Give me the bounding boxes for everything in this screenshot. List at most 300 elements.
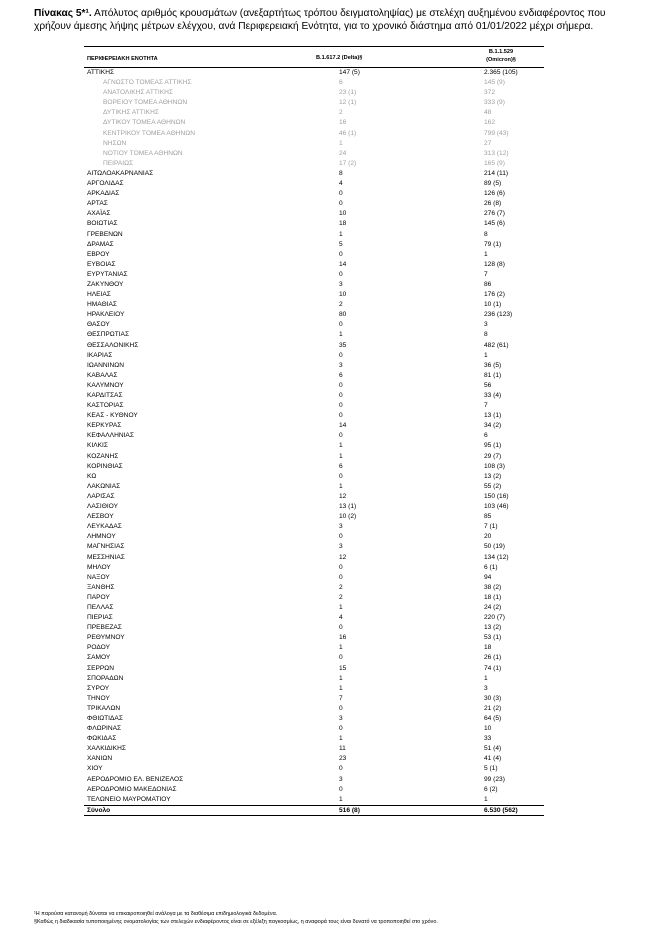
- region-name: ΘΕΣΠΡΩΤΙΑΣ: [87, 331, 130, 339]
- delta-value: 0: [339, 270, 343, 278]
- delta-value: 3: [339, 523, 343, 531]
- delta-value: 0: [339, 654, 343, 662]
- omicron-value: 85: [484, 513, 492, 521]
- omicron-value: 51 (4): [484, 745, 502, 753]
- delta-value: 0: [339, 704, 343, 712]
- delta-value: 6: [339, 462, 343, 470]
- region-name: ΚΕΝΤΡΙΚΟΥ ΤΟΜΕΑ ΑΘΗΝΩΝ: [103, 129, 195, 137]
- delta-value: 1: [339, 795, 343, 803]
- omicron-value: 1: [484, 250, 488, 258]
- region-name: ΜΗΛΟΥ: [87, 563, 111, 571]
- table-row: [84, 371, 544, 381]
- region-name: ΚΑΛΥΜΝΟΥ: [87, 381, 124, 389]
- region-name: ΚΕΑΣ - ΚΥΘΝΟΥ: [87, 412, 138, 420]
- omicron-value: 145 (6): [484, 220, 505, 228]
- table-row: [84, 149, 544, 159]
- region-name: ΝΑΞΟΥ: [87, 573, 110, 581]
- delta-value: 0: [339, 321, 343, 329]
- omicron-value: 3: [484, 321, 488, 329]
- table-row: [84, 320, 544, 330]
- delta-value: 0: [339, 765, 343, 773]
- delta-value: 13 (1): [339, 503, 357, 511]
- delta-value: 0: [339, 533, 343, 541]
- region-name: ΑΡΓΟΛΙΔΑΣ: [87, 180, 124, 188]
- table-row: [84, 684, 544, 694]
- table-row: [84, 411, 544, 421]
- table-row: [84, 785, 544, 795]
- delta-value: 0: [339, 381, 343, 389]
- omicron-value: 26 (8): [484, 200, 502, 208]
- table-body: [84, 68, 544, 805]
- delta-value: 1: [339, 230, 343, 238]
- region-name: ΑΕΡΟΔΡΟΜΙΟ ΕΛ. ΒΕΝΙΖΕΛΟΣ: [87, 775, 184, 783]
- delta-value: 18: [339, 220, 347, 228]
- omicron-value: 1: [484, 674, 488, 682]
- region-name: ΚΟΡΙΝΘΙΑΣ: [87, 462, 123, 470]
- delta-value: 12: [339, 492, 347, 500]
- region-name: ΔΡΑΜΑΣ: [87, 240, 114, 248]
- table-row: [84, 502, 544, 512]
- delta-value: 14: [339, 422, 347, 430]
- delta-value: 3: [339, 361, 343, 369]
- region-name: ΠΕΛΛΑΣ: [87, 603, 114, 611]
- region-name: ΦΘΙΩΤΙΔΑΣ: [87, 715, 123, 722]
- delta-value: 80: [339, 311, 347, 319]
- delta-value: 3: [339, 543, 343, 551]
- table-row: [84, 421, 544, 431]
- table-row: [84, 381, 544, 391]
- delta-value: 1: [339, 644, 343, 652]
- delta-value: 23 (1): [339, 89, 357, 97]
- table-row: [84, 391, 544, 401]
- delta-value: 1: [339, 603, 343, 611]
- table-row: [84, 653, 544, 663]
- delta-value: 2: [339, 109, 343, 117]
- region-name: ΑΡΚΑΔΙΑΣ: [87, 190, 120, 198]
- omicron-value: 162: [484, 119, 496, 127]
- delta-value: 0: [339, 190, 343, 198]
- table-row: [84, 472, 544, 482]
- table-row: [84, 542, 544, 552]
- region-name: ΤΕΛΩΝΕΙΟ ΜΑΥΡΟΜΑΤΙΟΥ: [87, 795, 171, 803]
- table-row: [84, 290, 544, 300]
- table-row: [84, 462, 544, 472]
- region-name: ΠΙΕΡΙΑΣ: [87, 614, 113, 622]
- delta-value: 0: [339, 392, 343, 399]
- table-row: [84, 603, 544, 613]
- delta-value: 10: [339, 210, 347, 218]
- delta-value: 8: [339, 169, 343, 177]
- region-name: ΒΟΡΕΙΟΥ ΤΟΜΕΑ ΑΘΗΝΩΝ: [103, 99, 188, 107]
- header-omicron-line1: B.1.1.529: [488, 49, 514, 55]
- omicron-value: 333 (9): [484, 99, 505, 107]
- table-row: [84, 108, 544, 118]
- omicron-value: 2.365 (105): [484, 69, 518, 76]
- delta-value: 5: [339, 240, 343, 248]
- region-name: ΚΩ: [87, 472, 97, 480]
- delta-value: 1: [339, 684, 343, 692]
- omicron-value: 8: [484, 230, 488, 238]
- delta-value: 46 (1): [339, 129, 357, 137]
- table-row: [84, 633, 544, 643]
- omicron-value: 30 (3): [484, 694, 502, 702]
- omicron-value: 13 (2): [484, 624, 502, 632]
- omicron-value: 18 (1): [484, 593, 502, 601]
- region-name: ΗΜΑΘΙΑΣ: [87, 301, 117, 309]
- omicron-value: 372: [484, 89, 496, 97]
- region-name: ΗΛΕΙΑΣ: [87, 291, 111, 299]
- region-name: ΑΕΡΟΔΡΟΜΙΟ ΜΑΚΕΔΟΝΙΑΣ: [87, 785, 177, 793]
- table-row: [84, 664, 544, 674]
- omicron-value: 276 (7): [484, 210, 505, 218]
- omicron-value: 55 (2): [484, 482, 502, 490]
- region-name: ΝΟΤΙΟΥ ΤΟΜΕΑ ΑΘΗΝΩΝ: [103, 149, 183, 157]
- table-row: [84, 189, 544, 199]
- delta-value: 0: [339, 624, 343, 632]
- omicron-value: 94: [484, 573, 492, 581]
- region-name: ΛΕΥΚΑΔΑΣ: [87, 523, 122, 531]
- table-row: [84, 573, 544, 583]
- table-row: [84, 78, 544, 88]
- table-row: [84, 118, 544, 128]
- table-row: [84, 139, 544, 149]
- delta-value: 35: [339, 341, 347, 349]
- delta-value: 7: [339, 694, 343, 702]
- omicron-value: 33 (4): [484, 392, 502, 399]
- table-row: [84, 452, 544, 462]
- delta-value: 16: [339, 634, 347, 642]
- region-name: ΡΟΔΟΥ: [87, 644, 110, 652]
- region-name: ΑΤΤΙΚΗΣ: [87, 69, 115, 76]
- table-row: [84, 250, 544, 260]
- delta-value: 16: [339, 119, 347, 127]
- table-row: [84, 613, 544, 623]
- total-row: [84, 805, 544, 816]
- table-header: [84, 46, 544, 68]
- omicron-value: 27: [484, 139, 492, 147]
- delta-value: 14: [339, 260, 347, 268]
- omicron-value: 64 (5): [484, 715, 502, 722]
- omicron-value: 214 (11): [484, 169, 509, 177]
- delta-value: 2: [339, 583, 343, 591]
- omicron-value: 134 (12): [484, 553, 509, 561]
- table-row: [84, 280, 544, 290]
- delta-value: 1: [339, 442, 343, 450]
- omicron-value: 20: [484, 533, 492, 541]
- omicron-value: 145 (9): [484, 79, 505, 87]
- region-name: ΤΡΙΚΑΛΩΝ: [87, 704, 121, 712]
- table-row: [84, 230, 544, 240]
- omicron-value: 36 (5): [484, 361, 502, 369]
- region-name: ΖΑΚΥΝΘΟΥ: [87, 280, 124, 288]
- table-row: [84, 98, 544, 108]
- omicron-value: 7: [484, 270, 488, 278]
- omicron-value: 165 (9): [484, 159, 505, 167]
- omicron-value: 13 (2): [484, 472, 502, 480]
- delta-value: 0: [339, 250, 343, 258]
- omicron-value: 126 (6): [484, 190, 505, 198]
- delta-value: 23: [339, 755, 347, 763]
- region-name: ΑΙΤΩΛΟΑΚΑΡΝΑΝΙΑΣ: [87, 169, 154, 177]
- table-row: [84, 199, 544, 209]
- region-name: ΚΕΡΚΥΡΑΣ: [87, 422, 122, 430]
- region-name: ΦΩΚΙΔΑΣ: [87, 735, 117, 743]
- omicron-value: 21 (2): [484, 704, 502, 712]
- omicron-value: 81 (1): [484, 371, 502, 379]
- region-name: ΔΥΤΙΚΟΥ ΤΟΜΕΑ ΑΘΗΝΩΝ: [103, 119, 186, 127]
- region-name: ΑΧΑΪΑΣ: [87, 210, 111, 218]
- delta-value: 2: [339, 593, 343, 601]
- delta-value: 12 (1): [339, 99, 357, 107]
- omicron-value: 53 (1): [484, 634, 502, 642]
- delta-value: 4: [339, 614, 343, 622]
- table-row: [84, 734, 544, 744]
- omicron-value: 86: [484, 280, 492, 288]
- region-name: ΘΑΣΟΥ: [87, 321, 110, 329]
- region-name: ΕΥΡΥΤΑΝΙΑΣ: [87, 270, 128, 278]
- region-name: ΣΕΡΡΩΝ: [87, 664, 114, 672]
- region-name: ΜΑΓΝΗΣΙΑΣ: [87, 543, 125, 551]
- table-row: [84, 643, 544, 653]
- table-row: [84, 431, 544, 441]
- table-row: [84, 754, 544, 764]
- delta-value: 1: [339, 139, 343, 147]
- total-omicron: 6.530 (562): [484, 806, 518, 814]
- delta-value: 1: [339, 452, 343, 460]
- table-row: [84, 169, 544, 179]
- region-name: ΜΕΣΣΗΝΙΑΣ: [87, 553, 125, 561]
- delta-value: 0: [339, 472, 343, 480]
- omicron-value: 3: [484, 684, 488, 692]
- delta-value: 3: [339, 775, 343, 783]
- delta-value: 0: [339, 573, 343, 581]
- table-row: [84, 583, 544, 593]
- delta-value: 0: [339, 563, 343, 571]
- table-label: Πίνακας 5*¹.: [34, 8, 92, 19]
- table-row: [84, 553, 544, 563]
- omicron-value: 13 (1): [484, 412, 502, 420]
- region-name: ΚΑΣΤΟΡΙΑΣ: [87, 402, 124, 410]
- delta-value: 4: [339, 180, 343, 188]
- region-name: ΓΡΕΒΕΝΩΝ: [87, 230, 123, 238]
- omicron-value: 1: [484, 351, 488, 359]
- region-name: ΕΥΒΟΙΑΣ: [87, 260, 116, 268]
- table-row: [84, 522, 544, 532]
- table-row: [84, 764, 544, 774]
- omicron-value: 108 (3): [484, 462, 505, 470]
- footnote-2: §Καθώς η διαδικασία τυποποιημένης ονοματολογίας των στελεχών ενδιαφέροντος είναι σε εξέλιξη παγκοσμίως, η αναφορά τους είναι δυνατό να τροποποιηθεί στο χρόνο.: [34, 919, 438, 925]
- region-name: ΛΑΣΙΘΙΟΥ: [87, 503, 118, 511]
- table-row: [84, 270, 544, 280]
- delta-value: 10: [339, 291, 347, 299]
- omicron-value: 33: [484, 735, 492, 743]
- region-name: ΘΕΣΣΑΛΟΝΙΚΗΣ: [87, 341, 139, 349]
- omicron-value: 95 (1): [484, 442, 502, 450]
- table-row: [84, 593, 544, 603]
- omicron-value: 7: [484, 402, 488, 410]
- omicron-value: 79 (1): [484, 240, 502, 248]
- table-row: [84, 623, 544, 633]
- delta-value: 0: [339, 785, 343, 793]
- omicron-value: 799 (43): [484, 129, 509, 137]
- table-row: [84, 219, 544, 229]
- table-row: [84, 674, 544, 684]
- region-name: ΧΑΛΚΙΔΙΚΗΣ: [87, 745, 126, 753]
- omicron-value: 38 (2): [484, 583, 502, 591]
- region-name: ΑΝΑΤΟΛΙΚΗΣ ΑΤΤΙΚΗΣ: [103, 89, 173, 97]
- omicron-value: 236 (123): [484, 311, 513, 319]
- region-name: ΠΑΡΟΥ: [87, 593, 110, 601]
- delta-value: 0: [339, 432, 343, 440]
- region-name: ΣΥΡΟΥ: [87, 684, 110, 692]
- table-row: [84, 563, 544, 573]
- table-row: [84, 129, 544, 139]
- table-row: [84, 88, 544, 98]
- table-row: [84, 724, 544, 734]
- delta-value: 6: [339, 371, 343, 379]
- omicron-value: 176 (2): [484, 291, 505, 299]
- table-row: [84, 300, 544, 310]
- table-row: [84, 260, 544, 270]
- delta-value: 24: [339, 149, 347, 157]
- region-name: ΠΡΕΒΕΖΑΣ: [87, 624, 122, 632]
- delta-value: 3: [339, 715, 343, 722]
- table-row: [84, 310, 544, 320]
- region-name: ΞΑΝΘΗΣ: [87, 583, 115, 591]
- table-row: [84, 512, 544, 522]
- region-name: ΚΕΦΑΛΛΗΝΙΑΣ: [87, 432, 134, 440]
- region-name: ΒΟΙΩΤΙΑΣ: [87, 220, 118, 228]
- omicron-value: 6: [484, 432, 488, 440]
- delta-value: 0: [339, 351, 343, 359]
- total-delta: 516 (8): [339, 806, 360, 814]
- region-name: ΛΕΣΒΟΥ: [87, 513, 114, 521]
- region-name: ΚΙΛΚΙΣ: [87, 442, 108, 450]
- table-row: [84, 492, 544, 502]
- table-row: [84, 532, 544, 542]
- delta-value: 6: [339, 79, 343, 87]
- region-name: ΝΗΣΩΝ: [103, 139, 127, 147]
- table-row: [84, 351, 544, 361]
- table-row: [84, 330, 544, 340]
- table-row: [84, 482, 544, 492]
- omicron-value: 48: [484, 109, 492, 117]
- header-region: ΠΕΡΙΦΕΡΕΙΑΚΗ ΕΝΟΤΗΤΑ: [87, 56, 158, 62]
- omicron-value: 6 (2): [484, 785, 498, 793]
- delta-value: 1: [339, 331, 343, 339]
- delta-value: 0: [339, 402, 343, 410]
- delta-value: 2: [339, 301, 343, 309]
- delta-value: 17 (2): [339, 159, 357, 167]
- table-row: [84, 401, 544, 411]
- delta-value: 0: [339, 412, 343, 420]
- delta-value: 11: [339, 745, 346, 753]
- region-name: ΚΑΡΔΙΤΣΑΣ: [87, 392, 123, 399]
- region-name: ΔΥΤΙΚΗΣ ΑΤΤΙΚΗΣ: [103, 109, 159, 117]
- omicron-value: 313 (12): [484, 149, 509, 157]
- region-name: ΑΓΝΩΣΤΟ ΤΟΜΕΑΣ ΑΤΤΙΚΗΣ: [103, 79, 192, 87]
- region-name: ΚΟΖΑΝΗΣ: [87, 452, 119, 460]
- region-name: ΚΑΒΑΛΑΣ: [87, 371, 118, 379]
- region-name: ΡΕΘΥΜΝΟΥ: [87, 634, 125, 642]
- delta-value: 1: [339, 482, 343, 490]
- region-name: ΦΛΩΡΙΝΑΣ: [87, 725, 122, 733]
- table-row: [84, 441, 544, 451]
- omicron-value: 89 (5): [484, 180, 502, 188]
- table-row: [84, 159, 544, 169]
- delta-value: 0: [339, 725, 343, 733]
- table-row: [84, 795, 544, 805]
- omicron-value: 1: [484, 795, 488, 803]
- omicron-value: 5 (1): [484, 765, 498, 773]
- table-row: [84, 744, 544, 754]
- omicron-value: 103 (46): [484, 503, 509, 511]
- table-row: [84, 694, 544, 704]
- table-row: [84, 341, 544, 351]
- omicron-value: 8: [484, 331, 488, 339]
- region-name: ΣΠΟΡΑΔΩΝ: [87, 674, 124, 682]
- header-omicron-line2: (Omicron)§: [486, 57, 516, 63]
- omicron-value: 74 (1): [484, 664, 502, 672]
- footnote-1: ¹Η παρούσα κατανομή δύναται να επικαιροποιηθεί ανάλογα με τα διαθέσιμα επιδημιολογικά δεδομένα.: [34, 911, 278, 917]
- omicron-value: 150 (16): [484, 492, 509, 500]
- omicron-value: 34 (2): [484, 422, 502, 430]
- footnotes: [34, 910, 634, 927]
- omicron-value: 128 (8): [484, 260, 505, 268]
- region-name: ΛΑΡΙΣΑΣ: [87, 492, 115, 500]
- region-name: ΛΑΚΩΝΙΑΣ: [87, 482, 121, 490]
- cases-table: [84, 46, 544, 816]
- omicron-value: 7 (1): [484, 523, 498, 531]
- table-row: [84, 68, 544, 78]
- omicron-value: 10: [484, 725, 492, 733]
- table-caption: [34, 8, 624, 33]
- region-name: ΣΑΜΟΥ: [87, 654, 111, 662]
- table-row: [84, 714, 544, 724]
- region-name: ΤΗΝΟΥ: [87, 694, 110, 702]
- delta-value: 12: [339, 553, 347, 561]
- region-name: ΕΒΡΟΥ: [87, 250, 110, 258]
- omicron-value: 6 (1): [484, 563, 498, 571]
- total-label: Σύνολο: [87, 806, 111, 814]
- region-name: ΧΙΟΥ: [87, 765, 103, 773]
- region-name: ΗΡΑΚΛΕΙΟΥ: [87, 311, 125, 319]
- table-row: [84, 775, 544, 785]
- region-name: ΛΗΜΝΟΥ: [87, 533, 116, 541]
- table-row: [84, 240, 544, 250]
- delta-value: 3: [339, 280, 343, 288]
- region-name: ΑΡΤΑΣ: [87, 200, 108, 208]
- table-row: [84, 704, 544, 714]
- omicron-value: 29 (7): [484, 452, 502, 460]
- region-name: ΧΑΝΙΩΝ: [87, 755, 113, 763]
- delta-value: 10 (2): [339, 513, 357, 521]
- omicron-value: 482 (61): [484, 341, 509, 349]
- omicron-value: 99 (23): [484, 775, 505, 783]
- omicron-value: 26 (1): [484, 654, 502, 662]
- header-delta: B.1.617.2 (Delta)§: [316, 55, 363, 61]
- delta-value: 15: [339, 664, 347, 672]
- omicron-value: 18: [484, 644, 492, 652]
- omicron-value: 50 (19): [484, 543, 505, 551]
- omicron-value: 24 (2): [484, 603, 502, 611]
- omicron-value: 56: [484, 381, 492, 389]
- table-row: [84, 179, 544, 189]
- header-omicron: [471, 48, 531, 64]
- omicron-value: 220 (7): [484, 614, 505, 622]
- table-row: [84, 209, 544, 219]
- table-row: [84, 361, 544, 371]
